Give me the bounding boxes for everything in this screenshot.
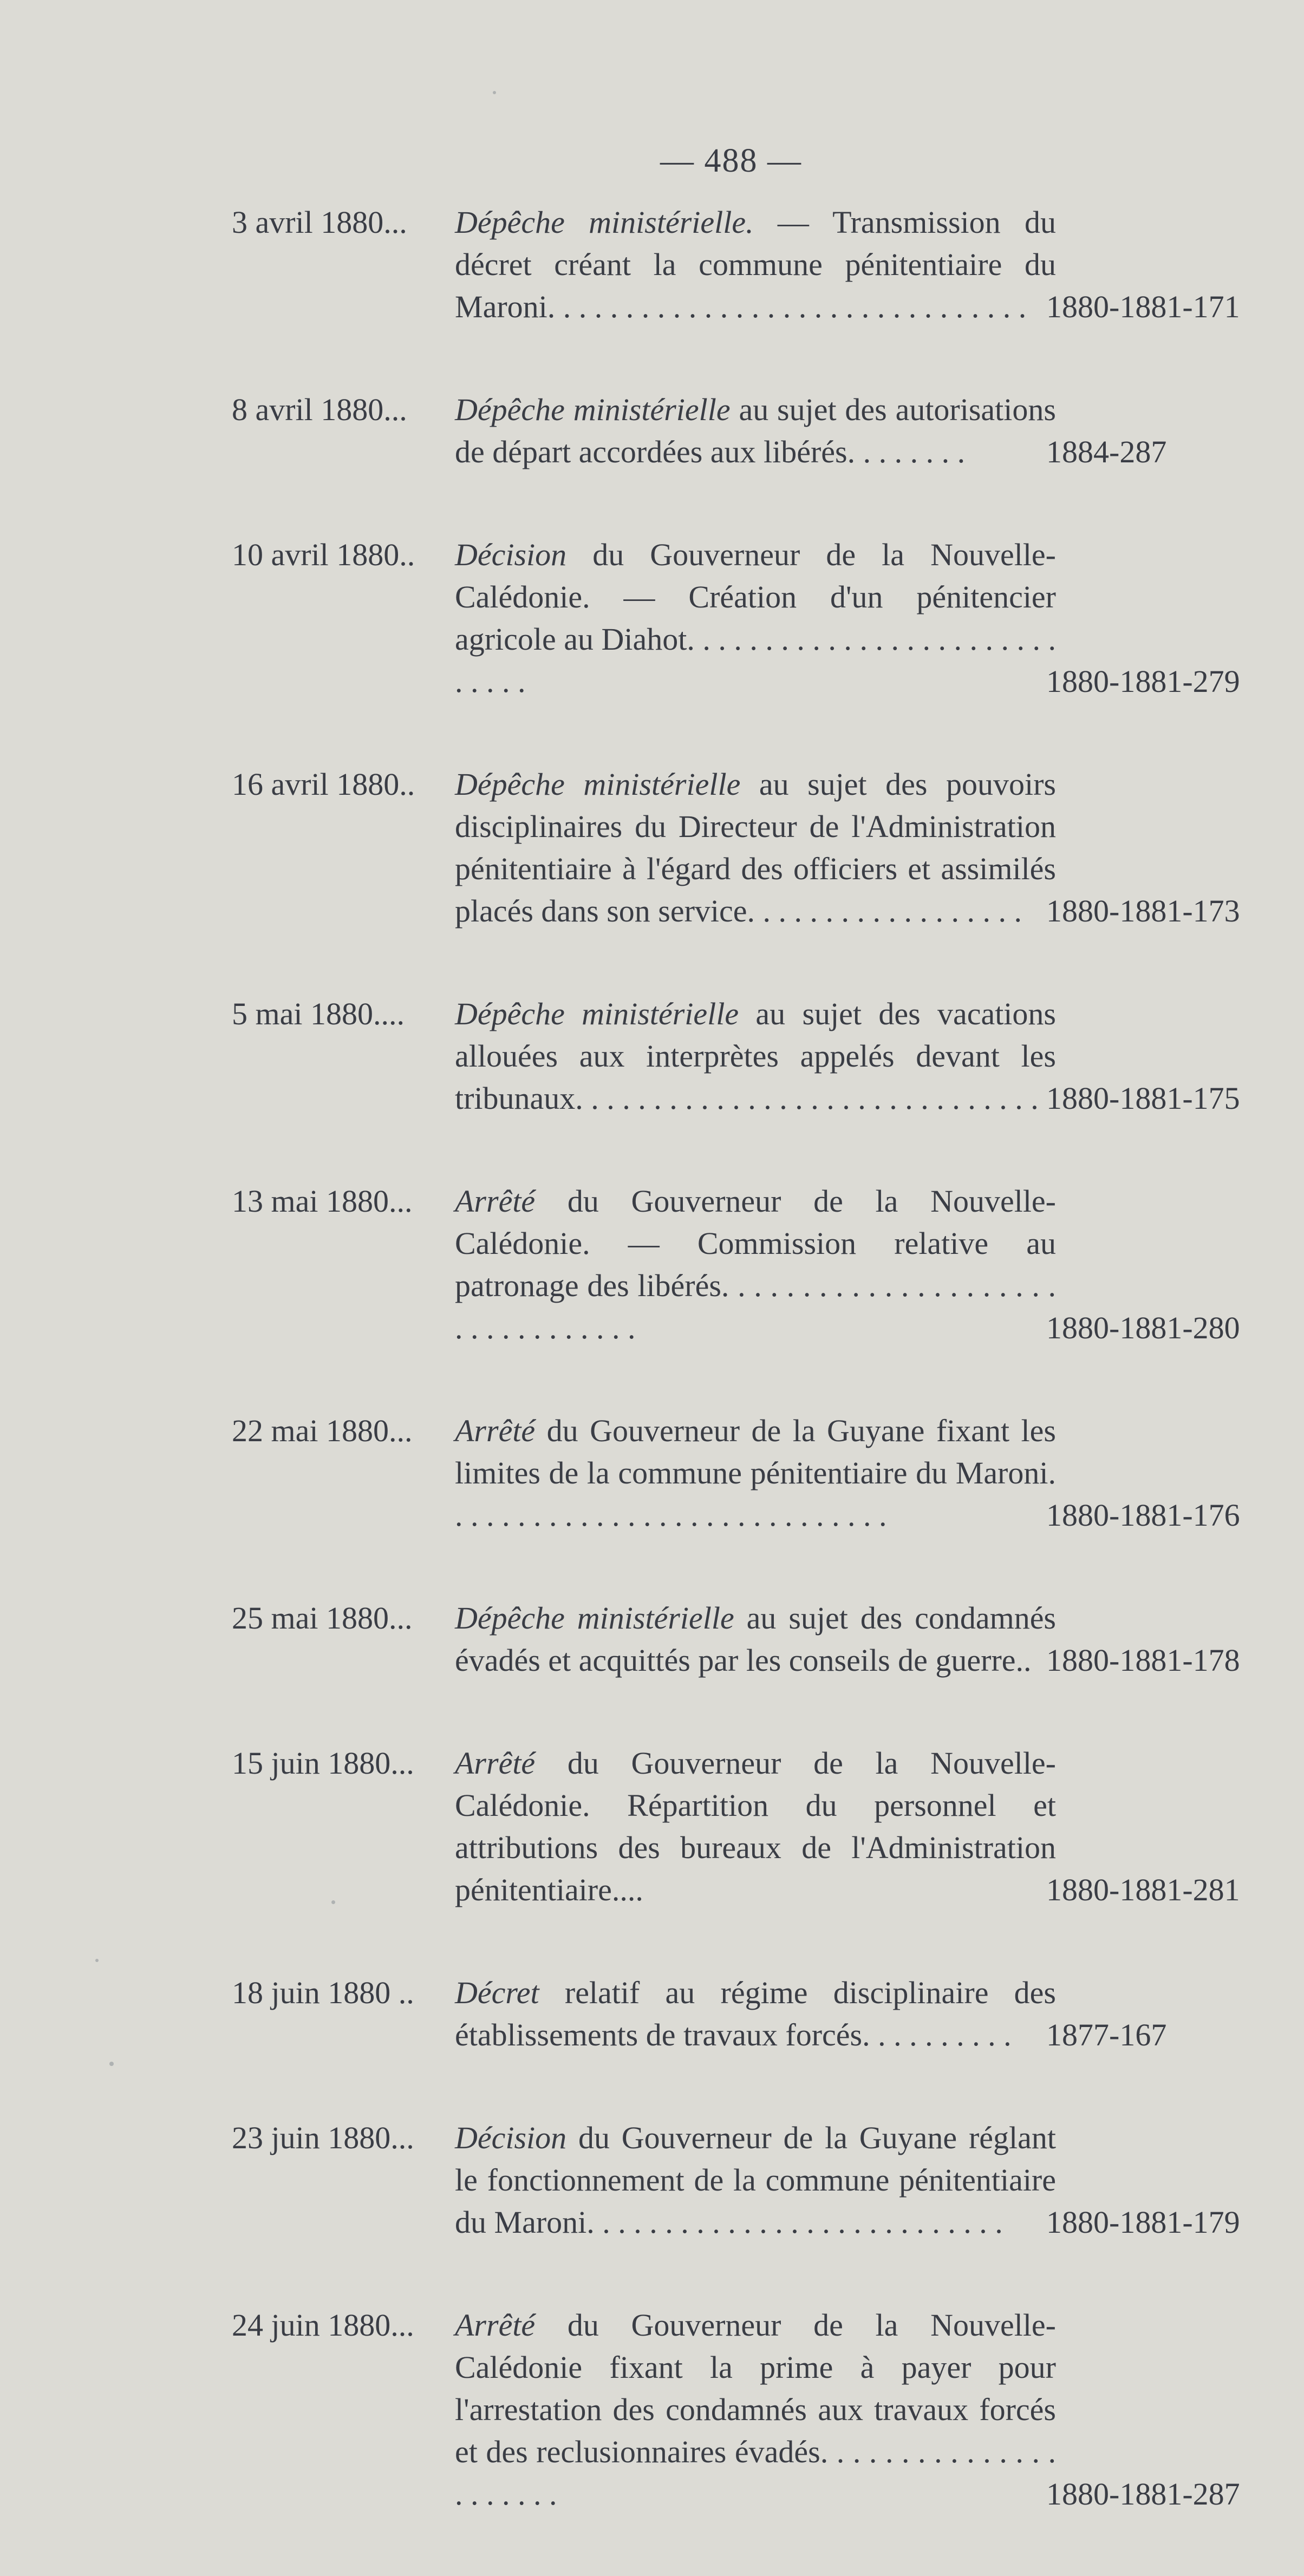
paper-speck	[109, 2062, 114, 2066]
entry-date: 16 avril 1880..	[232, 767, 415, 802]
entry-description	[455, 993, 1056, 1120]
entry-date: 22 mai 1880...	[232, 1413, 413, 1448]
entry-document-type: Décision	[455, 537, 567, 572]
entry-reference: 1880-1881-287	[1046, 2476, 1240, 2512]
entry-document-type: Arrêté	[455, 1184, 536, 1219]
entry-document-type: Dépêche ministérielle.	[455, 205, 754, 240]
entry-text: du Gouverneur de la Nouvelle-Calédonie. — Création d'un pénitencier agricole au Diahot. . . . . . . . . . . . . . . . . . . . . . . . . . . . .	[455, 537, 1056, 699]
index-entry	[0, 1410, 1304, 1537]
entry-date: 13 mai 1880...	[232, 1184, 413, 1219]
entry-reference: 1880-1881-171	[1046, 289, 1240, 324]
paper-speck	[95, 1959, 99, 1962]
entry-document-type: Décret	[455, 1975, 539, 2010]
entry-date: 18 juin 1880 ..	[232, 1975, 414, 2010]
entry-date: 23 juin 1880...	[232, 2120, 414, 2155]
entry-document-type: Dépêche ministérielle	[455, 996, 739, 1031]
index-entry	[0, 763, 1304, 932]
entry-document-type: Dépêche ministérielle	[455, 1600, 734, 1636]
entry-reference: 1880-1881-178	[1046, 1643, 1240, 1678]
entry-description	[455, 2304, 1056, 2515]
entry-description	[455, 1972, 1056, 2056]
index-entry	[0, 2117, 1304, 2244]
index-entry	[0, 389, 1304, 473]
entry-description	[455, 1180, 1056, 1349]
entry-description	[455, 1410, 1056, 1537]
index-entry	[0, 201, 1304, 328]
chronological-index	[0, 201, 1304, 2576]
entry-text: — Transmission du décret créant la commune pénitentiaire du Maroni. . . . . . . . . . . . . . . . . . . . . . . . . . . . . . .	[455, 205, 1056, 324]
entry-text: au sujet des vacations allouées aux interprètes appelés devant les tribunaux. . . . . . . . . . . . . . . . . . . . . . . . . . . . . .	[455, 996, 1056, 1116]
index-entry	[0, 993, 1304, 1120]
paper-speck	[331, 1900, 335, 1904]
entry-text: au sujet des condamnés évadés et acquittés par les conseils de guerre..	[455, 1600, 1057, 1678]
entry-document-type: Arrêté	[455, 1413, 536, 1448]
index-entry	[0, 1742, 1304, 1911]
entry-reference: 1880-1881-175	[1046, 1081, 1240, 1116]
entry-text: du Gouverneur de la Nouvelle-Calédonie. — Commission relative au patronage des libérés. . . . . . . . . . . . . . . . . . . . . . . . . . . . . . . . .	[455, 1184, 1056, 1345]
entry-reference: 1884-287	[1046, 434, 1167, 469]
entry-reference: 1880-1881-179	[1046, 2205, 1240, 2240]
entry-document-type: Arrêté	[455, 1745, 536, 1781]
entry-text: au sujet des autorisations de départ accordées aux libérés. . . . . . . .	[455, 392, 1056, 469]
index-entry	[0, 1972, 1304, 2056]
paper-speck	[493, 91, 496, 94]
entry-document-type: Dépêche ministérielle	[455, 767, 741, 802]
page-number: — 488 —	[660, 142, 802, 179]
entry-document-type: Dépêche ministérielle	[455, 392, 731, 427]
entry-text: au sujet des pouvoirs disciplinaires du Directeur de l'Administration pénitentiaire à l'égard des officiers et assimilés placés dans son service. . . . . . . . . . . . . . . . . .	[455, 767, 1056, 929]
entry-description	[455, 389, 1056, 473]
entry-reference: 1877-167	[1046, 2017, 1167, 2052]
entry-date: 8 avril 1880...	[232, 392, 407, 427]
entry-text: du Gouverneur de la Guyane réglant le fonctionnement de la commune pénitentiaire du Maroni. . . . . . . . . . . . . . . . . . . . . . . . . . .	[455, 2120, 1056, 2240]
entry-reference: 1880-1881-280	[1046, 1310, 1240, 1345]
entry-description	[455, 534, 1056, 703]
entry-date: 5 mai 1880....	[232, 996, 405, 1031]
entry-document-type: Arrêté	[455, 2307, 536, 2343]
index-entry	[0, 534, 1304, 703]
entry-description	[455, 1597, 1056, 1682]
index-entry	[0, 1180, 1304, 1349]
entry-document-type: Décision	[455, 2120, 567, 2155]
entry-date: 25 mai 1880...	[232, 1600, 413, 1636]
entry-reference: 1880-1881-279	[1046, 664, 1240, 699]
entry-description	[455, 201, 1056, 328]
entry-description	[455, 2117, 1056, 2244]
entry-reference: 1880-1881-281	[1046, 1872, 1240, 1907]
entry-text: relatif au régime disciplinaire des établissements de travaux forcés. . . . . . . . . .	[455, 1975, 1056, 2052]
index-entry	[0, 1597, 1304, 1682]
entry-date: 10 avril 1880..	[232, 537, 415, 572]
entry-date: 24 juin 1880...	[232, 2307, 414, 2343]
entry-description	[455, 763, 1056, 932]
entry-reference: 1880-1881-173	[1046, 893, 1240, 929]
entry-description	[455, 1742, 1056, 1911]
entry-date: 15 juin 1880...	[232, 1745, 414, 1781]
entry-reference: 1880-1881-176	[1046, 1498, 1240, 1533]
entry-text: du Gouverneur de la Nouvelle-Calédonie fixant la prime à payer pour l'arrestation des condamnés aux travaux forcés et des reclusionnaires évadés. . . . . . . . . . . . . . . . . . . . . .	[455, 2307, 1056, 2512]
index-entry	[0, 2304, 1304, 2515]
entry-date: 3 avril 1880...	[232, 205, 407, 240]
entry-text: du Gouverneur de la Nouvelle-Calédonie. Répartition du personnel et attributions des bureaux de l'Administration pénitentiaire....	[455, 1745, 1056, 1907]
entry-text: du Gouverneur de la Guyane fixant les limites de la commune pénitentiaire du Maroni. . . . . . . . . . . . . . . . . . . . . . . . . . . . .	[455, 1413, 1056, 1533]
